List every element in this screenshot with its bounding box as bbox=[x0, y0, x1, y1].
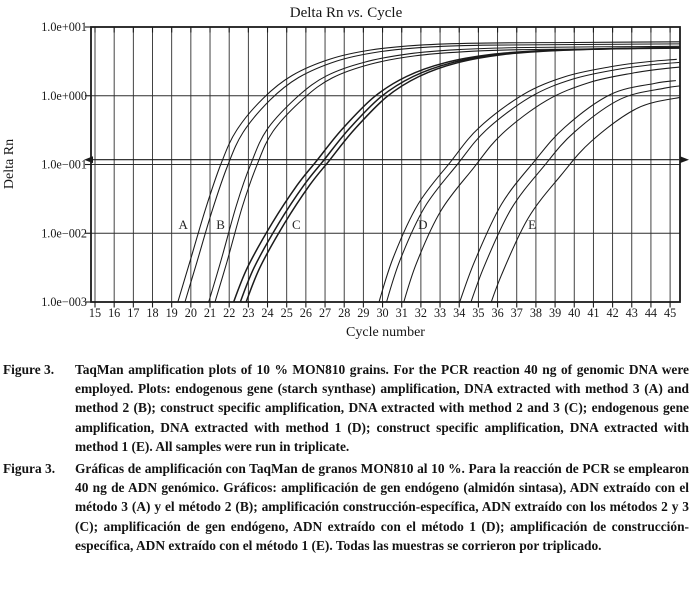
x-tick-label: 39 bbox=[548, 306, 562, 320]
x-tick-label: 43 bbox=[625, 306, 638, 320]
x-tick-label: 37 bbox=[510, 306, 523, 320]
x-tick-label: 17 bbox=[127, 306, 140, 320]
figure-captions bbox=[3, 360, 689, 555]
curve-label-C: C bbox=[291, 216, 301, 232]
x-tick-label: 16 bbox=[108, 306, 121, 320]
x-tick-label: 28 bbox=[338, 306, 351, 320]
x-tick-label: 44 bbox=[644, 306, 658, 320]
x-tick-label: 25 bbox=[280, 306, 293, 320]
x-tick-label: 33 bbox=[433, 306, 447, 320]
series-D-replicate-2 bbox=[385, 62, 684, 309]
caption-english bbox=[3, 360, 689, 456]
chart-title: Delta Rn vs. Cycle bbox=[289, 5, 403, 21]
x-tick-label: 29 bbox=[357, 306, 370, 320]
x-tick-label: 15 bbox=[88, 306, 102, 320]
y-tick-label: 1.0e−002 bbox=[41, 226, 87, 241]
threshold-arrow bbox=[84, 156, 689, 163]
x-tick-label: 32 bbox=[414, 306, 427, 320]
x-tick-label: 31 bbox=[395, 306, 408, 320]
curve-label-A: A bbox=[178, 216, 188, 232]
caption-spanish-label: Figura 3. bbox=[3, 461, 56, 477]
x-tick-label: 30 bbox=[376, 306, 389, 320]
x-tick-label: 41 bbox=[587, 306, 600, 320]
x-tick-label: 24 bbox=[261, 306, 274, 320]
series-C-replicate-1 bbox=[231, 48, 677, 309]
x-tick-label: 22 bbox=[223, 306, 236, 320]
series-E-replicate-3 bbox=[485, 94, 692, 320]
x-tick-label: 35 bbox=[472, 306, 485, 320]
x-tick-label: 45 bbox=[664, 306, 677, 320]
caption-english-label: Figure 3. bbox=[3, 362, 55, 377]
y-tick-label: 1.0e−001 bbox=[41, 157, 87, 172]
series-E-replicate-1 bbox=[458, 81, 676, 307]
x-tick-label: 18 bbox=[146, 306, 159, 320]
x-axis-title: Cycle number bbox=[346, 325, 425, 340]
y-tick-label: 1.0e+001 bbox=[41, 20, 87, 34]
amplification-curves bbox=[176, 42, 692, 320]
curve-label-D: D bbox=[418, 216, 428, 232]
x-tick-label: 38 bbox=[529, 306, 543, 320]
x-tick-label: 34 bbox=[453, 306, 466, 320]
curve-label-B: B bbox=[216, 216, 225, 232]
gridlines bbox=[91, 27, 680, 302]
x-tick-label: 40 bbox=[568, 306, 581, 320]
x-tick-label: 42 bbox=[606, 306, 619, 320]
y-tick-label: 1.0e+000 bbox=[41, 88, 87, 103]
y-tick-label: 1.0e−003 bbox=[41, 295, 87, 309]
x-tick-label: 27 bbox=[318, 306, 332, 320]
series-A-replicate-1 bbox=[176, 42, 681, 308]
x-tick-label: 26 bbox=[299, 306, 312, 320]
x-tick-label: 19 bbox=[165, 306, 178, 320]
caption-spanish-text: Gráficas de amplificación con TaqMan de granos MON810 al 10 %. Para la reacción de PCR se emplearon 40 ng de ADN genómico. Gráficos: amplificación de gen endógeno (almidón sintasa), ADN extraído con el método 3 (A) y el método 2 (B); amplificación construcción-específica, ADN extraído con los métodos 2 y 3 (C); amplificación de gen endógeno, ADN extraído con el método 1 (D); amplificación de construcción-específica, ADN extraído con el método 1 (E). Todas las muestras se corrieron por triplicado. bbox=[75, 461, 689, 553]
caption-english-text: TaqMan amplification plots of 10 % MON810 grains. For the PCR reaction 40 ng of genomic DNA were employed. Plots: endogenous gene (starch synthase) amplification, DNA extracted with method 3 (A) and method 2 (B); construct specific amplification, DNA extracted with method 2 and 3 (C); endogenous gene amplification, DNA extracted with method 1 (D); construct specific amplification, DNA extracted with method 1 (E). All samples were run in triplicate. bbox=[75, 362, 689, 454]
curve-label-E: E bbox=[528, 216, 537, 232]
series-C-replicate-3 bbox=[244, 48, 690, 309]
x-tick-label: 21 bbox=[203, 306, 217, 320]
series-D-replicate-3 bbox=[401, 66, 692, 313]
axis-ticks bbox=[85, 27, 670, 308]
x-tick-label: 20 bbox=[184, 306, 197, 320]
x-tick-label: 23 bbox=[242, 306, 255, 320]
x-tick-label: 36 bbox=[491, 306, 504, 320]
series-C-replicate-2 bbox=[238, 48, 684, 309]
y-axis-title: Delta Rn bbox=[2, 138, 17, 190]
caption-spanish bbox=[3, 459, 689, 555]
